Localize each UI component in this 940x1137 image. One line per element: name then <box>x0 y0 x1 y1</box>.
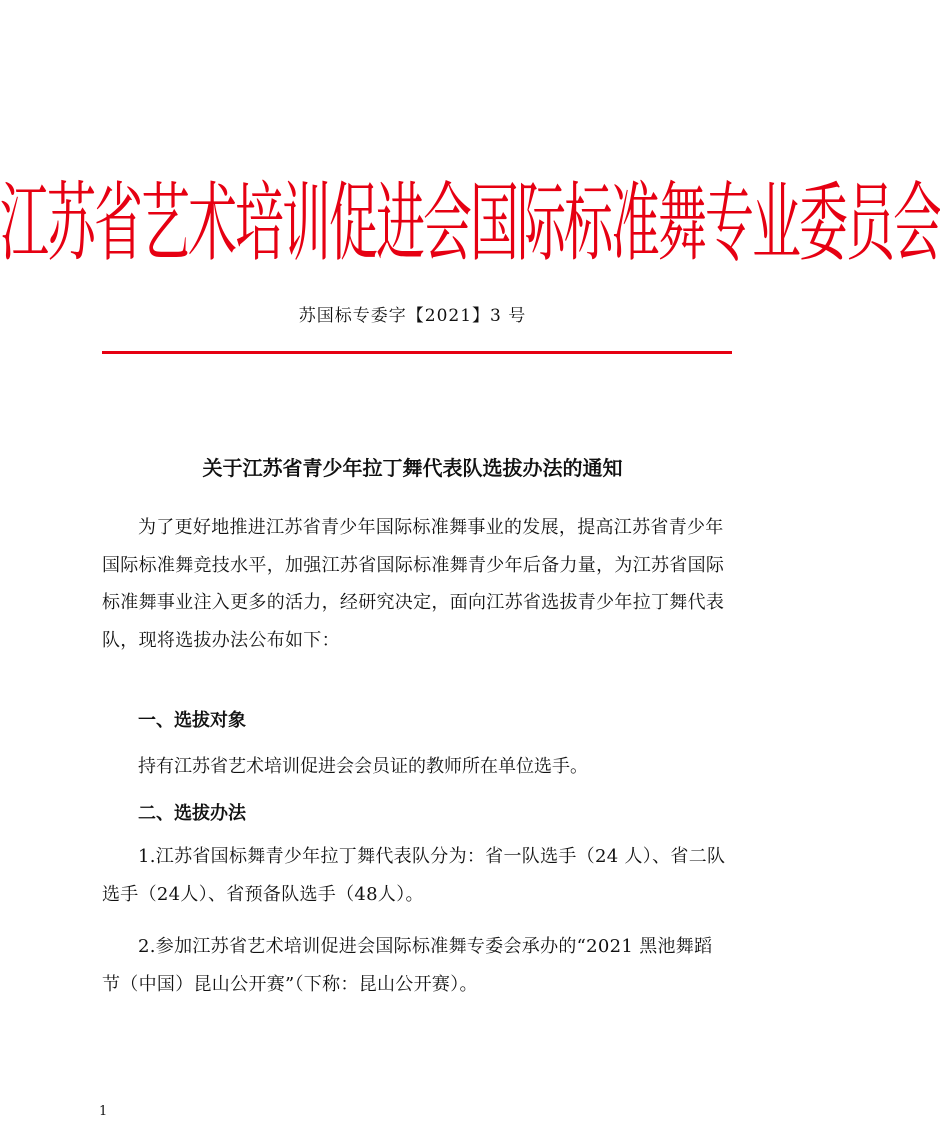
section2-heading: 二、选拔办法 <box>138 803 246 824</box>
section1-heading: 一、选拔对象 <box>138 710 246 731</box>
section2-item1: 1.江苏省国标舞青少年拉丁舞代表队分为：省一队选手（24 人）、省二队选手（24人）、省预备队选手（48人）。 <box>102 846 726 905</box>
page-number: 1 <box>99 1104 108 1119</box>
notice-title: 关于江苏省青少年拉丁舞代表队选拔办法的通知 <box>202 456 623 480</box>
intro-paragraph: 为了更好地推进江苏省青少年国际标准舞事业的发展，提高江苏省青少年国际标准舞竞技水平，加强江苏省国际标准舞青少年后备力量，为江苏省国际标准舞事业注入更多的活力，经研究决定，面向江苏省选拔青少年拉丁舞代表队，现将选拔办法公布如下： <box>102 517 725 651</box>
document-number: 苏国标专委字【2021】3 号 <box>298 306 527 326</box>
red-divider <box>102 351 732 354</box>
section2-item2: 2.参加江苏省艺术培训促进会国际标准舞专委会承办的“2021 黑池舞蹈节（中国）昆山公开赛”（下称：昆山公开赛）。 <box>102 936 713 995</box>
org-header-title: 江苏省艺术培训促进会国际标准舞专业委员会 <box>0 173 940 274</box>
section1-text: 持有江苏省艺术培训促进会会员证的教师所在单位选手。 <box>138 756 588 777</box>
